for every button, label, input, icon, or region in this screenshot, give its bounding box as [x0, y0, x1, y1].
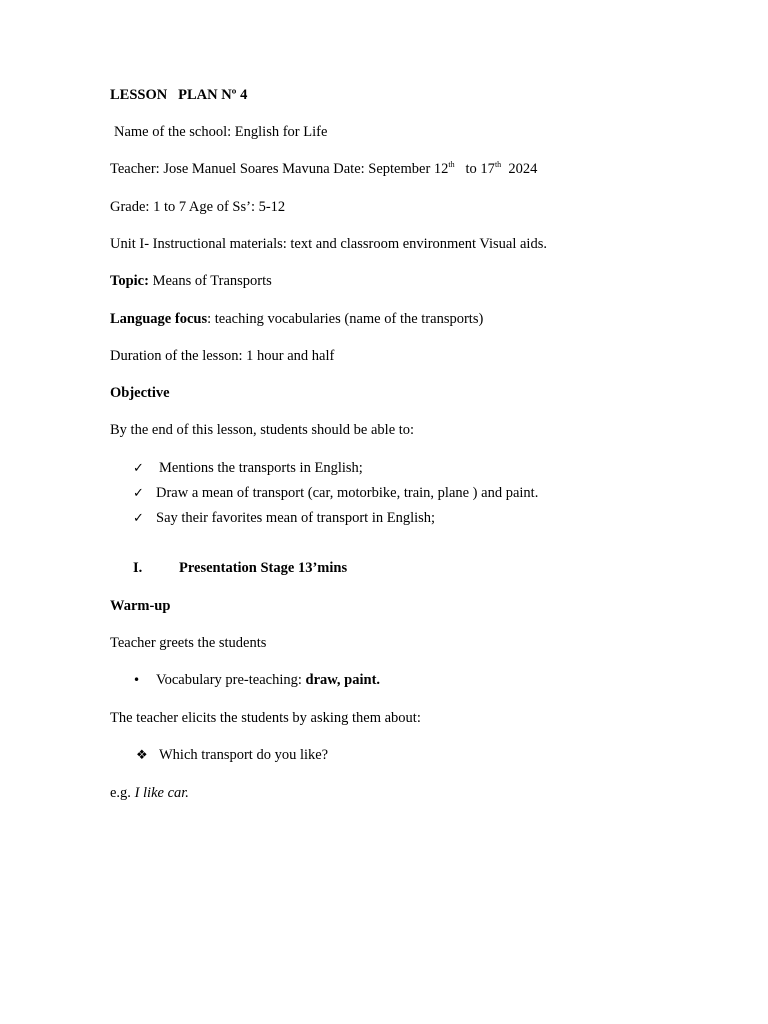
teacher-date-line [110, 160, 537, 178]
objective-item [133, 509, 435, 528]
section-heading-presentation [133, 559, 347, 577]
topic-line [110, 272, 272, 290]
date-sup-1: th [448, 160, 455, 170]
title-lesson: LESSON [110, 87, 168, 103]
vocab-bold: draw, paint. [305, 672, 381, 688]
section-numeral: I. [133, 560, 143, 576]
duration-line: Duration of the lesson: 1 hour and half [110, 348, 335, 364]
unit-line: Unit I- Instructional materials: text and classroom environment Visual aids. [110, 236, 547, 252]
warmup-heading: Warm-up [110, 598, 171, 614]
question-text: Which transport do you like? [159, 747, 329, 763]
example-line [110, 784, 189, 802]
objective-item [133, 459, 363, 478]
date-sup-2: th [494, 160, 502, 170]
diamond-bullet-icon: ❖ [136, 748, 148, 763]
school-name: Name of the school: English for Life [114, 124, 328, 140]
objective-intro: By the end of this lesson, students should be able to: [110, 422, 415, 438]
objective-item [133, 484, 538, 503]
language-focus-line [110, 310, 483, 328]
example-text: I like car. [134, 785, 189, 801]
objective-item-text: Draw a mean of transport (car, motorbike, train, plane ) and paint. [156, 485, 539, 501]
title-plan: PLAN Nº 4 [178, 87, 248, 103]
teacher-prefix: Teacher: Jose Manuel Soares Mavuna Date: September 12 [110, 161, 449, 177]
date-to: to 17 [465, 161, 495, 177]
lesson-plan-title [110, 86, 247, 104]
language-focus-value: : teaching vocabularies (name of the transports) [207, 311, 484, 327]
checkmark-icon: ✓ [133, 486, 144, 501]
objective-item-text: Say their favorites mean of transport in English; [156, 510, 436, 526]
checkmark-icon: ✓ [133, 511, 144, 526]
warmup-greet: Teacher greets the students [110, 635, 267, 651]
topic-value: Means of Transports [152, 273, 272, 289]
example-prefix: e.g. [110, 785, 135, 801]
vocab-bullet-item [133, 671, 380, 689]
grade-line: Grade: 1 to 7 Age of Ss’: 5-12 [110, 199, 286, 215]
section-title: Presentation Stage 13’mins [179, 560, 348, 576]
topic-label: Topic: [110, 273, 149, 289]
bullet-icon: • [133, 673, 141, 687]
language-focus-label: Language focus [110, 311, 208, 327]
objective-item-text: Mentions the transports in English; [159, 460, 363, 476]
objective-heading: Objective [110, 385, 170, 401]
checkmark-icon: ✓ [133, 461, 144, 476]
question-item [136, 746, 328, 765]
elicit-line: The teacher elicits the students by asking them about: [110, 710, 421, 726]
vocab-label: Vocabulary pre-teaching: [156, 672, 306, 688]
date-year: 2024 [508, 161, 538, 177]
